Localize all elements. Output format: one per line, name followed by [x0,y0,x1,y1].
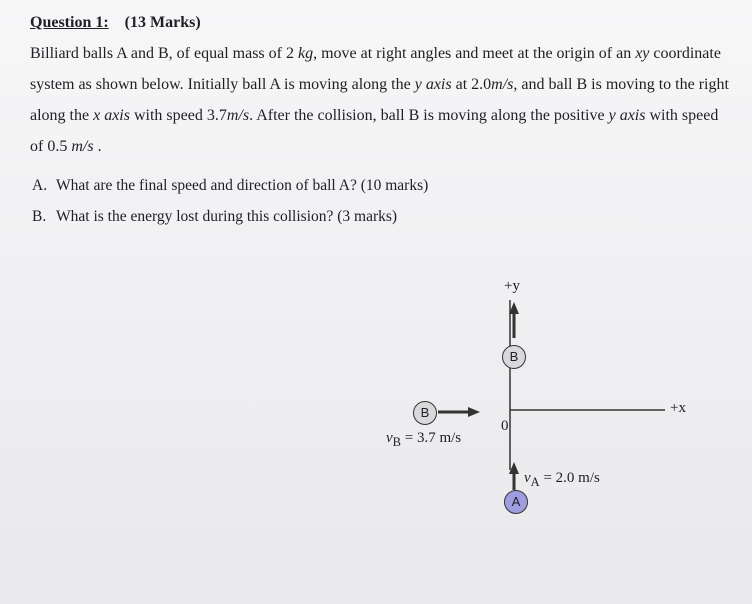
velocity-b-label [386,430,461,450]
sub-question-text: What are the final speed and direction of ball A? (10 marks) [56,177,429,194]
velocity-a-value: = 2.0 m/s [539,470,600,486]
ball-b-final: B [502,345,526,369]
para-var: x axis [93,107,130,124]
para-text: . After the collision, ball B is moving along the positive [249,107,609,124]
para-var: xy [635,45,650,62]
para-var: y axis [414,76,452,93]
velocity-b-value: = 3.7 m/s [401,430,462,446]
para-text: , and ball B is moving to the right along the [30,76,729,124]
velocity-b-symbol: v [386,430,393,446]
para-unit: m/s [71,138,94,155]
para-unit: m/s [226,107,250,124]
velocity-b-subscript: B [392,435,402,449]
para-unit: kg [297,45,314,62]
y-axis-label: +y [504,278,520,294]
para-text: at 2.0 [451,76,492,93]
para-text: with speed 3.7 [129,107,227,124]
ball-b-initial-arrow-head [468,407,480,417]
collision-diagram [370,270,700,520]
sub-question-b [32,201,428,232]
ball-b-initial: B [413,401,437,425]
velocity-a-label [524,470,600,490]
velocity-a-symbol: v [524,470,531,486]
x-axis-label: +x [670,400,686,416]
question-number: Question 1: [30,14,109,31]
para-var: y axis [608,107,646,124]
sub-question-a [32,170,428,201]
para-text: with speed of 0.5 [30,107,719,155]
sub-question-letter: A. [32,177,48,194]
para-unit: m/s [491,76,514,93]
question-paragraph [30,38,730,162]
sub-question-letter: B. [32,208,47,225]
question-title [30,14,201,32]
para-text: , move at right angles and meet at the origin of an [313,45,636,62]
origin-label: 0 [501,418,509,434]
sub-question-text: What is the energy lost during this collision? (3 marks) [56,208,398,225]
para-text: Billiard balls A and B, of equal mass of 2 [30,45,298,62]
para-text: coordinate system as shown below. Initially ball A is moving along the [30,45,721,93]
ball-a: A [504,490,528,514]
para-text: . [93,138,102,155]
question-marks: (13 Marks) [124,14,201,31]
velocity-a-subscript: A [530,475,540,489]
sub-questions [32,170,428,232]
